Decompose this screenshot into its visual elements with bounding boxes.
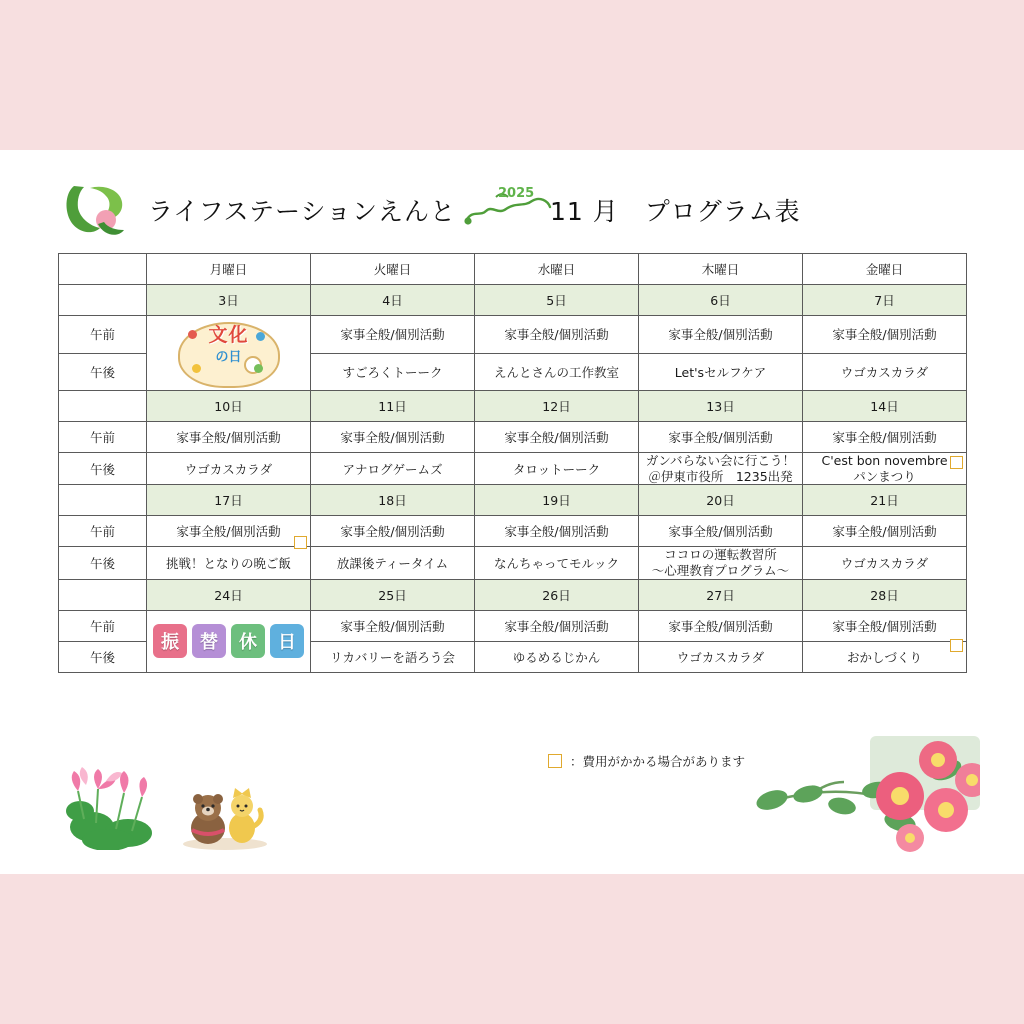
activity-text: 挑戦！となりの晩ご飯 — [165, 555, 291, 571]
culture-day-subtext: の日 — [215, 350, 242, 365]
weekday-header-tue: 火曜日 — [311, 254, 475, 285]
date-cell: 24日 — [147, 579, 311, 610]
fee-square-icon — [950, 456, 963, 469]
paint-dot — [254, 364, 263, 373]
weekday-header-mon: 月曜日 — [147, 254, 311, 285]
activity-cell: おかしづくり — [803, 641, 967, 672]
bear-and-cat-illustration — [180, 778, 270, 850]
schedule-table — [58, 253, 967, 673]
week-row-corner — [59, 485, 147, 516]
culture-day-illustration — [170, 316, 288, 390]
holiday-badge: 日 — [270, 624, 304, 658]
holiday-badge: 振 — [153, 624, 187, 658]
activity-cell: リカバリーを語ろう会 — [311, 641, 475, 672]
week-row-corner — [59, 285, 147, 316]
activity-cell: タロットーーク — [475, 453, 639, 485]
activity-cell: 家事全般/個別活動 — [475, 610, 639, 641]
date-cell: 3日 — [147, 285, 311, 316]
date-cell: 6日 — [639, 285, 803, 316]
week-date-row — [59, 485, 967, 516]
date-cell: 18日 — [311, 485, 475, 516]
week-row-corner — [59, 579, 147, 610]
paint-dot — [192, 364, 201, 373]
substitute-holiday-badges — [147, 618, 310, 664]
date-cell: 20日 — [639, 485, 803, 516]
activity-cell: 家事全般/個別活動 — [147, 516, 311, 547]
activity-cell — [803, 610, 967, 641]
activity-cell: 家事全般/個別活動 — [803, 516, 967, 547]
cyclamen-flowers-illustration — [62, 745, 182, 850]
activity-cell: ウゴカスカラダ — [639, 641, 803, 672]
activity-cell: 家事全般/個別活動 — [311, 422, 475, 453]
period-label-am: 午前 — [59, 316, 147, 354]
fee-square-icon — [548, 754, 562, 768]
date-cell: 28日 — [803, 579, 967, 610]
activity-cell: ゆるめるじかん — [475, 641, 639, 672]
date-cell: 10日 — [147, 391, 311, 422]
period-label-pm: 午後 — [59, 353, 147, 391]
paint-dot — [188, 330, 197, 339]
activity-cell — [803, 453, 967, 485]
corner-cell — [59, 254, 147, 285]
date-cell: 12日 — [475, 391, 639, 422]
afternoon-row — [59, 453, 967, 485]
period-label-pm: 午後 — [59, 641, 147, 672]
sheet-header — [60, 175, 970, 245]
week-date-row — [59, 391, 967, 422]
activity-cell: 家事全般/個別活動 — [311, 610, 475, 641]
date-cell: 25日 — [311, 579, 475, 610]
culture-day-text: 文化 — [208, 324, 249, 346]
substitute-holiday-cell — [147, 610, 311, 672]
organization-name: ライフステーションえんと — [148, 197, 457, 226]
activity-cell: 家事全般/個別活動 — [475, 516, 639, 547]
paint-dot — [256, 332, 265, 341]
morning-row — [59, 316, 967, 354]
legend-text: ：費用がかかる場合があります — [570, 754, 746, 769]
period-label-am: 午前 — [59, 610, 147, 641]
date-cell: 27日 — [639, 579, 803, 610]
activity-cell: えんとさんの工作教室 — [475, 353, 639, 391]
date-cell: 7日 — [803, 285, 967, 316]
activity-cell: 家事全般/個別活動 — [639, 610, 803, 641]
afternoon-row — [59, 547, 967, 579]
period-label-am: 午前 — [59, 516, 147, 547]
activity-text: C'est bon novembre パンまつり — [821, 453, 948, 484]
date-cell: 14日 — [803, 391, 967, 422]
activity-cell: 家事全般/個別活動 — [311, 316, 475, 354]
activity-cell: ウゴカスカラダ — [803, 353, 967, 391]
activity-cell: 家事全般/個別活動 — [475, 316, 639, 354]
morning-row — [59, 610, 967, 641]
date-cell: 26日 — [475, 579, 639, 610]
activity-cell: なんちゃってモルック — [475, 547, 639, 579]
activity-cell — [639, 547, 803, 579]
week-date-row — [59, 579, 967, 610]
snake-illustration-icon — [462, 187, 554, 233]
week-row-corner — [59, 391, 147, 422]
activity-cell: アナログゲームズ — [311, 453, 475, 485]
fee-square-icon — [294, 536, 307, 549]
activity-cell: 放課後ティータイム — [311, 547, 475, 579]
program-sheet — [0, 150, 1024, 874]
weekday-header-thu: 木曜日 — [639, 254, 803, 285]
period-label-pm: 午後 — [59, 453, 147, 485]
date-cell: 11日 — [311, 391, 475, 422]
activity-cell: 家事全般/個別活動 — [475, 422, 639, 453]
morning-row — [59, 516, 967, 547]
holiday-badge: 休 — [231, 624, 265, 658]
leaf-logo-icon — [60, 180, 134, 240]
cat — [229, 788, 261, 843]
activity-cell: すごろくトーーク — [311, 353, 475, 391]
date-cell: 4日 — [311, 285, 475, 316]
week-date-row — [59, 285, 967, 316]
activity-text: ココロの運転教習所 ～心理教育プログラム～ — [651, 547, 790, 578]
morning-row — [59, 422, 967, 453]
activity-cell: 家事全般/個別活動 — [147, 422, 311, 453]
period-label-am: 午前 — [59, 422, 147, 453]
date-cell: 19日 — [475, 485, 639, 516]
culture-day-cell — [147, 316, 311, 391]
activity-cell: ウゴカスカラダ — [803, 547, 967, 579]
activity-cell — [639, 453, 803, 485]
weekday-header-row — [59, 254, 967, 285]
camellia-flowers-illustration — [750, 736, 980, 861]
date-cell: 5日 — [475, 285, 639, 316]
activity-cell: 家事全般/個別活動 — [639, 316, 803, 354]
weekday-header-wed: 水曜日 — [475, 254, 639, 285]
activity-cell: 家事全般/個別活動 — [639, 516, 803, 547]
date-cell: 17日 — [147, 485, 311, 516]
activity-cell: 家事全般/個別活動 — [803, 316, 967, 354]
activity-cell: Let'sセルフケア — [639, 353, 803, 391]
weekday-header-fri: 金曜日 — [803, 254, 967, 285]
activity-cell: ウゴカスカラダ — [147, 453, 311, 485]
activity-text: 家事全般/個別活動 — [832, 618, 937, 634]
period-label-pm: 午後 — [59, 547, 147, 579]
legend — [548, 752, 745, 770]
year-label: 2025 — [498, 186, 535, 201]
bear — [191, 794, 225, 844]
date-cell: 21日 — [803, 485, 967, 516]
month-title: 11 月 プログラム表 — [550, 197, 801, 226]
activity-text: ガンバらない会に行こう！ ＠伊東市役所 1235出発 — [645, 453, 796, 484]
holiday-badge: 替 — [192, 624, 226, 658]
activity-cell: 家事全般/個別活動 — [639, 422, 803, 453]
activity-cell — [147, 547, 311, 579]
activity-cell: 家事全般/個別活動 — [803, 422, 967, 453]
date-cell: 13日 — [639, 391, 803, 422]
activity-cell: 家事全般/個別活動 — [311, 516, 475, 547]
